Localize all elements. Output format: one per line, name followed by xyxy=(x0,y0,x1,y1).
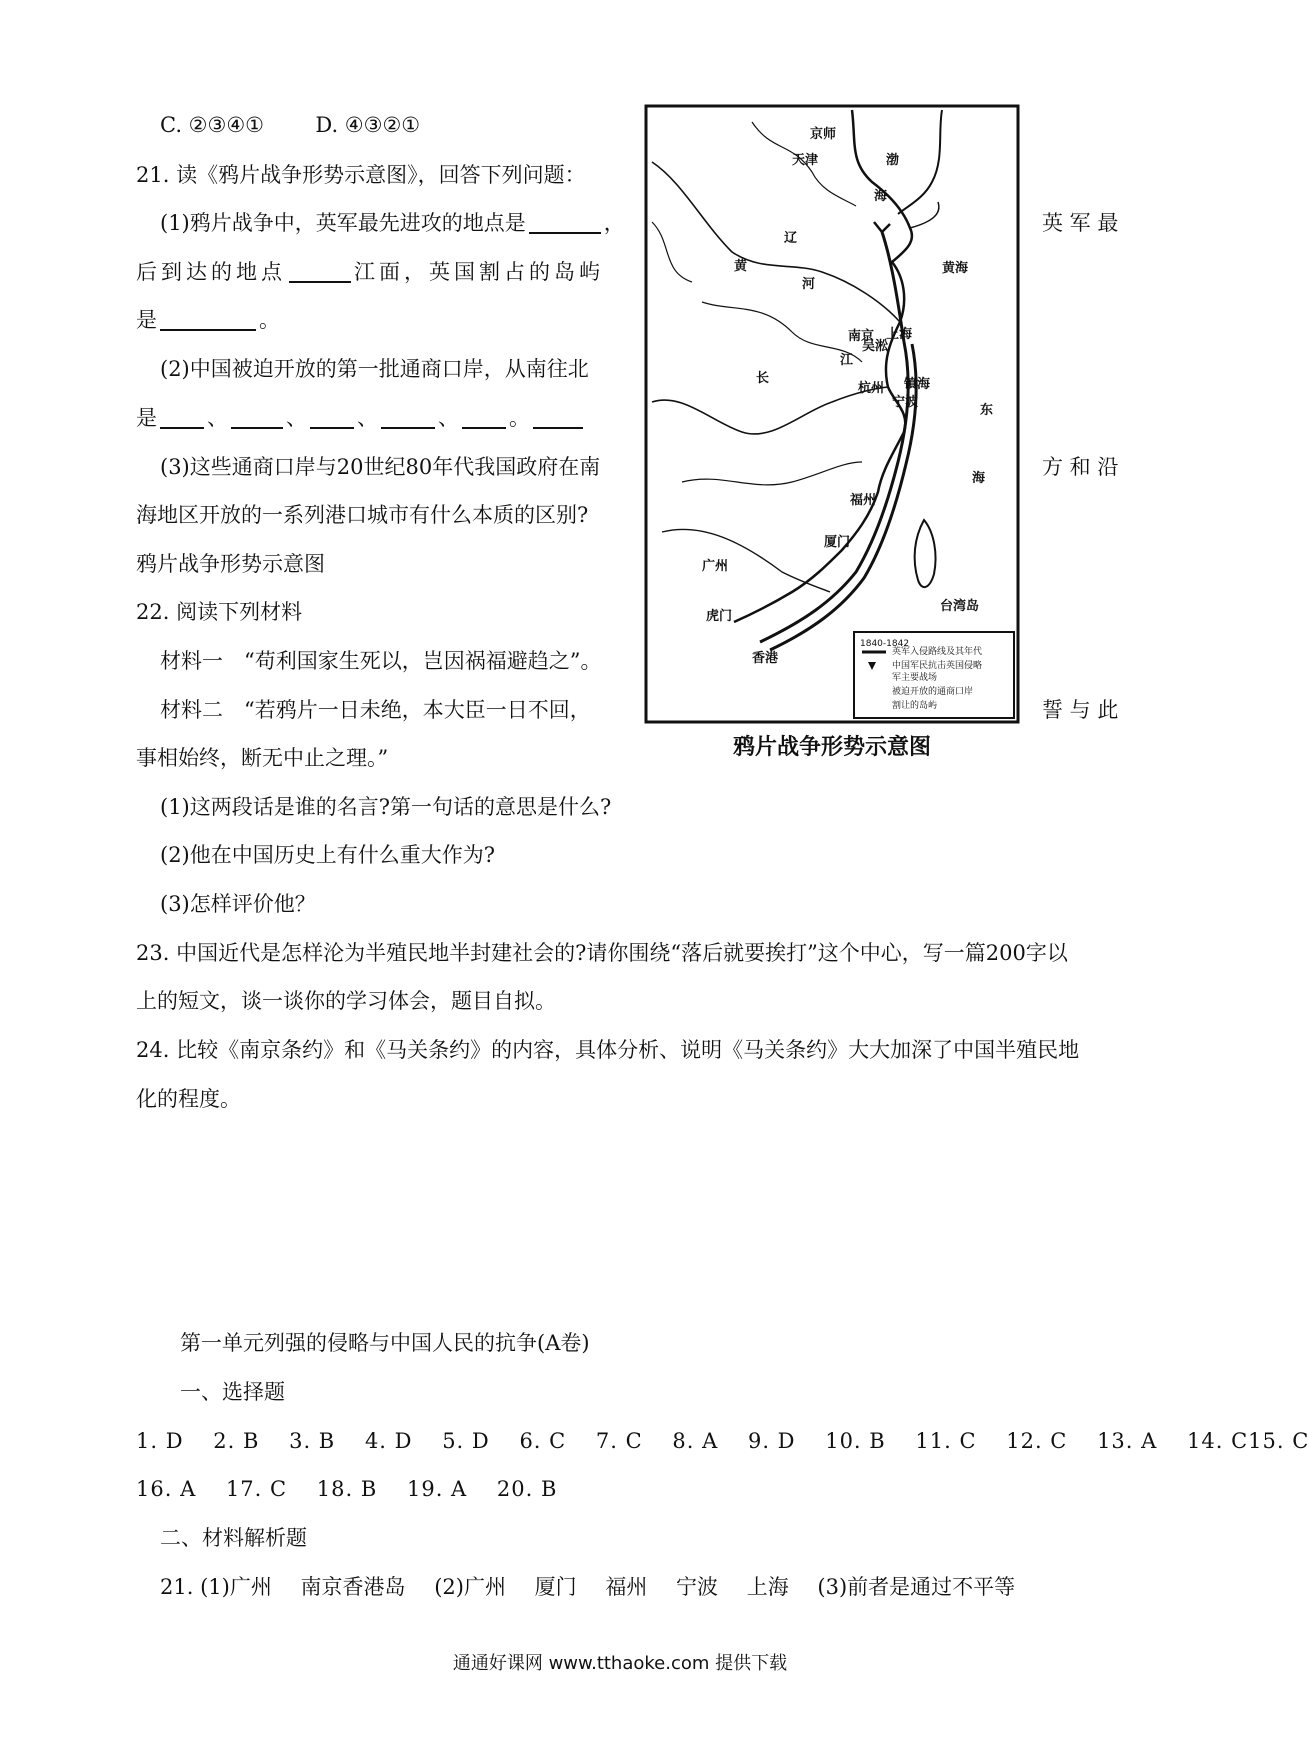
legend-item-1: 英军入侵路线及其年代 xyxy=(892,647,983,657)
label-jingshi: 京师 xyxy=(810,127,837,142)
q22-sub2: (2)他在中国历史上有什么重大作为? xyxy=(160,843,496,867)
q22-sub1: (1)这两段话是谁的名言?第一句话的意思是什么? xyxy=(160,795,612,819)
q23-line1: 23. 中国近代是怎样沦为半殖民地半封建社会的?请你围绕“落后就要挨打”这个中心，写一篇200字以 xyxy=(136,941,1068,965)
q24-line1: 24. 比较《南京条约》和《马关条约》的内容，具体分析、说明《马关条约》大大加深了中国半殖民地 xyxy=(136,1038,1080,1062)
q21-part2-line2: 是 、 、 、 、 。 xyxy=(136,403,586,433)
q22-material2-cont: 事相始终，断无中止之理。” xyxy=(136,746,389,770)
label-wusong: 吴淞 xyxy=(862,339,889,354)
label-tianjin: 天津 xyxy=(792,153,819,168)
label-dong: 东 xyxy=(980,403,994,418)
label-guangzhou: 广州 xyxy=(702,559,729,574)
label-taiwan: 台湾岛 xyxy=(940,599,980,614)
q21-part1-line1: (1)鸦片战争中，英军最先进攻的地点是 ， xyxy=(160,211,625,235)
label-liao: 辽 xyxy=(784,231,798,246)
label-hai: 海 xyxy=(972,471,986,486)
label-ningbo: 宁波 xyxy=(892,395,919,410)
label-xianggang: 香港 xyxy=(752,651,779,666)
label-fuzhou: 福州 xyxy=(850,493,877,508)
q22-sub3: (3)怎样评价他？ xyxy=(160,892,316,916)
q22-stem: 22. 阅读下列材料 xyxy=(136,600,303,624)
label-huanghai: 黄海 xyxy=(942,261,969,276)
q24-line2: 化的程度。 xyxy=(136,1087,241,1111)
legend-item-5: 割让的岛屿 xyxy=(892,701,938,711)
answers-section1: 一、选择题 xyxy=(180,1380,285,1404)
q21-part1-right: 英 军 最 xyxy=(1042,211,1119,235)
answer-blank[interactable] xyxy=(231,405,283,429)
q21-part3-right: 方 和 沿 xyxy=(1042,455,1119,479)
answer-blank[interactable] xyxy=(310,405,354,429)
q21-part2-line1: (2)中国被迫开放的第一批通商口岸，从南往北 xyxy=(160,357,589,381)
q20-options xyxy=(160,110,420,140)
q20-option-c: C. ②③④① xyxy=(160,113,264,137)
answers-row1: 1. D 2. B 3. B 4. D 5. D 6. C 7. C 8. A 9. D 10. B 11. C 12. C 13. A 14. C15. C xyxy=(136,1429,1309,1453)
label-xiamen: 厦门 xyxy=(824,535,851,550)
answer-blank[interactable] xyxy=(160,307,256,331)
label-shanghai: 上海 xyxy=(886,327,913,342)
label-bohai: 渤 xyxy=(886,153,900,168)
q20-option-d: D. ④③②① xyxy=(315,113,421,137)
label-nanjing: 南京 xyxy=(848,329,875,344)
q22-material2-right: 誓 与 此 xyxy=(1042,698,1119,722)
label-chang: 长 xyxy=(756,371,770,386)
q21-part3-line1: (3)这些通商口岸与20世纪80年代我国政府在南 xyxy=(160,455,601,479)
answer-blank[interactable] xyxy=(289,259,351,283)
label-jiang: 江 xyxy=(840,353,854,368)
legend-item-2: 中国军民抗击英国侵略 xyxy=(892,661,983,671)
opium-war-map xyxy=(642,102,1022,770)
answer-blank[interactable] xyxy=(381,405,435,429)
answers-section2: 二、材料解析题 xyxy=(160,1526,307,1550)
legend-item-4: 被迫开放的通商口岸 xyxy=(892,687,974,697)
answer-blank[interactable] xyxy=(533,405,583,429)
q22-material2: 材料二 “若鸦片一日未绝，本大臣一日不回， xyxy=(160,698,591,722)
q21-part1-line3: 是 。 xyxy=(136,308,280,332)
answer-blank[interactable] xyxy=(529,210,601,234)
answers-row2: 16. A 17. C 18. B 19. A 20. B xyxy=(136,1477,558,1501)
answers-title: 第一单元列强的侵略与中国人民的抗争(A卷) xyxy=(180,1331,590,1355)
q21-part3-line2: 海地区开放的一系列港口城市有什么本质的区别? xyxy=(136,503,589,527)
answers-q21: 21. (1)广州 南京香港岛 (2)广州 厦门 福州 宁波 上海 (3)前者是通过不平等 xyxy=(160,1575,1016,1599)
answer-blank[interactable] xyxy=(462,405,506,429)
legend-title: 1840-1842 xyxy=(860,639,910,649)
label-humen: 虎门 xyxy=(706,609,733,624)
map-frame xyxy=(646,106,1018,722)
map-svg xyxy=(642,102,1022,770)
label-zhenhai: 镇海 xyxy=(904,377,931,392)
q21-stem: 21. 读《鸦片战争形势示意图》，回答下列问题： xyxy=(136,163,586,187)
label-he: 河 xyxy=(802,277,816,292)
label-hangzhou: 杭州 xyxy=(858,381,885,396)
label-bohai2: 海 xyxy=(874,189,888,204)
legend-item-3: 军主要战场 xyxy=(892,673,938,683)
q21-caption-text: 鸦片战争形势示意图 xyxy=(136,552,325,576)
label-huang: 黄 xyxy=(734,259,748,274)
q22-material1: 材料一 “苟利国家生死以，岂因祸福避趋之”。 xyxy=(160,649,602,673)
answer-blank[interactable] xyxy=(160,405,204,429)
page-footer: 通通好课网 www.tthaoke.com 提供下载 xyxy=(452,1653,788,1674)
map-caption: 鸦片战争形势示意图 xyxy=(732,735,932,760)
q23-line2: 上的短文，谈一谈你的学习体会，题目自拟。 xyxy=(136,989,556,1013)
q21-part1-line2: 后到达的地点 江面，英国割占的岛屿 xyxy=(136,260,604,284)
